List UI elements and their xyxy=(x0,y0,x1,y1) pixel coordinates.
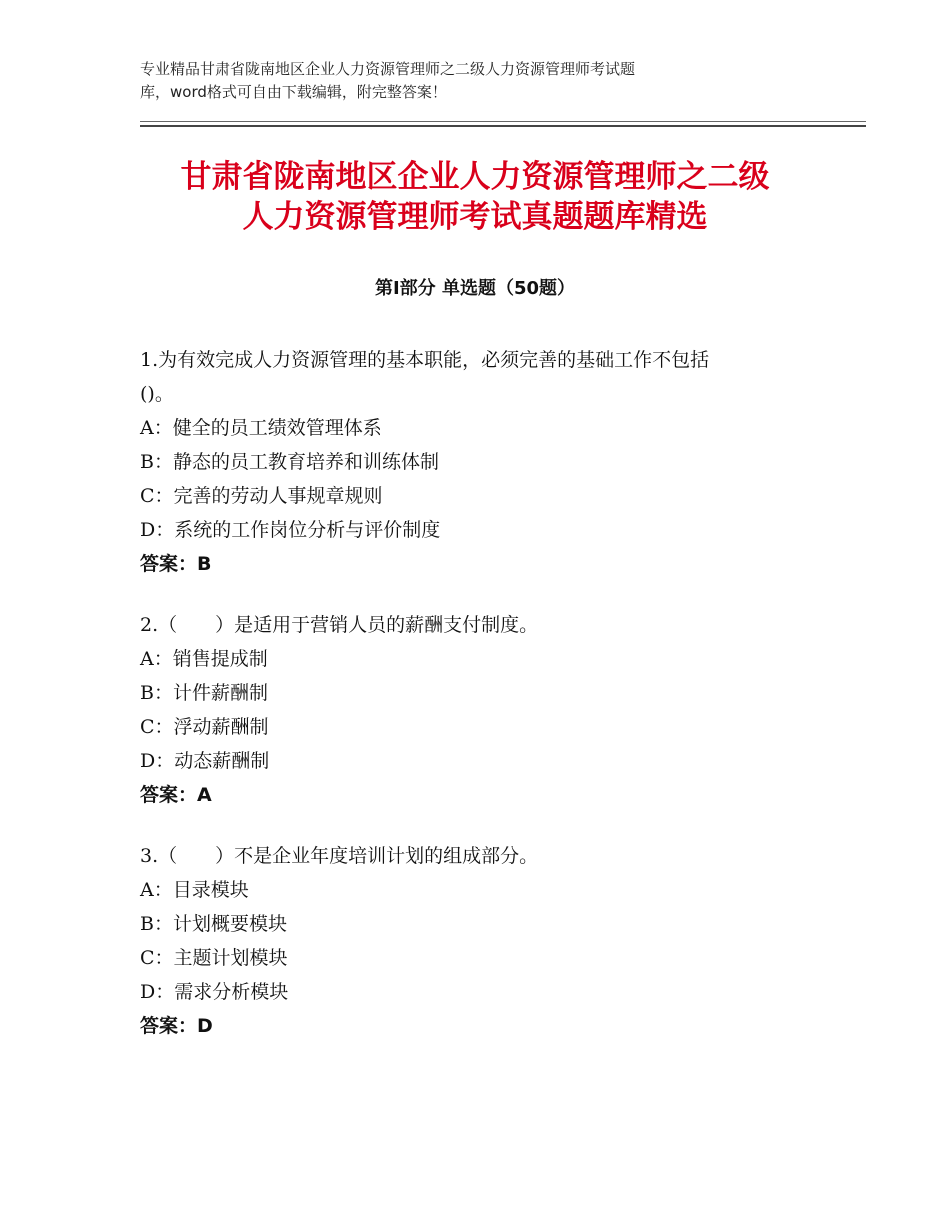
answer: 答案：A xyxy=(140,784,212,806)
option-b: B：静态的员工教育培养和训练体制 xyxy=(140,451,439,473)
section-heading: 第Ⅰ部分 单选题（50题） xyxy=(374,278,575,299)
question-stem: 2.（ ）是适用于营销人员的薪酬支付制度。 xyxy=(140,614,539,636)
option-c: C：浮动薪酬制 xyxy=(140,716,269,738)
option-d: D：需求分析模块 xyxy=(140,981,289,1003)
header-note-line-1: 专业精品甘肃省陇南地区企业人力资源管理师之二级人力资源管理师考试题 xyxy=(140,60,636,78)
header-divider-thin xyxy=(140,121,866,122)
question-stem-continued: ()。 xyxy=(140,383,174,405)
question-stem: 1.为有效完成人力资源管理的基本职能，必须完善的基础工作不包括 xyxy=(140,349,710,371)
document-title-line-1: 甘肃省陇南地区企业人力资源管理师之二级 xyxy=(180,159,770,195)
question-stem: 3.（ ）不是企业年度培训计划的组成部分。 xyxy=(140,845,539,867)
document-title-line-2: 人力资源管理师考试真题题库精选 xyxy=(242,199,708,235)
header-note xyxy=(140,58,780,104)
header-divider-thick xyxy=(140,125,866,127)
header-note-line-2: 库，word格式可自由下载编辑，附完整答案！ xyxy=(140,83,447,101)
question-list xyxy=(140,343,830,1070)
option-a: A：销售提成制 xyxy=(140,648,268,670)
option-d: D：动态薪酬制 xyxy=(140,750,270,772)
option-b: B：计划概要模块 xyxy=(140,913,287,935)
question-2 xyxy=(140,608,830,812)
option-c: C：主题计划模块 xyxy=(140,947,288,969)
answer: 答案：B xyxy=(140,553,212,575)
option-d: D：系统的工作岗位分析与评价制度 xyxy=(140,519,441,541)
answer: 答案：D xyxy=(140,1015,213,1037)
question-3 xyxy=(140,839,830,1043)
option-a: A：健全的员工绩效管理体系 xyxy=(140,417,382,439)
option-c: C：完善的劳动人事规章规则 xyxy=(140,485,383,507)
question-1 xyxy=(140,343,830,581)
document-title xyxy=(100,157,850,237)
option-a: A：目录模块 xyxy=(140,879,249,901)
option-b: B：计件薪酬制 xyxy=(140,682,268,704)
